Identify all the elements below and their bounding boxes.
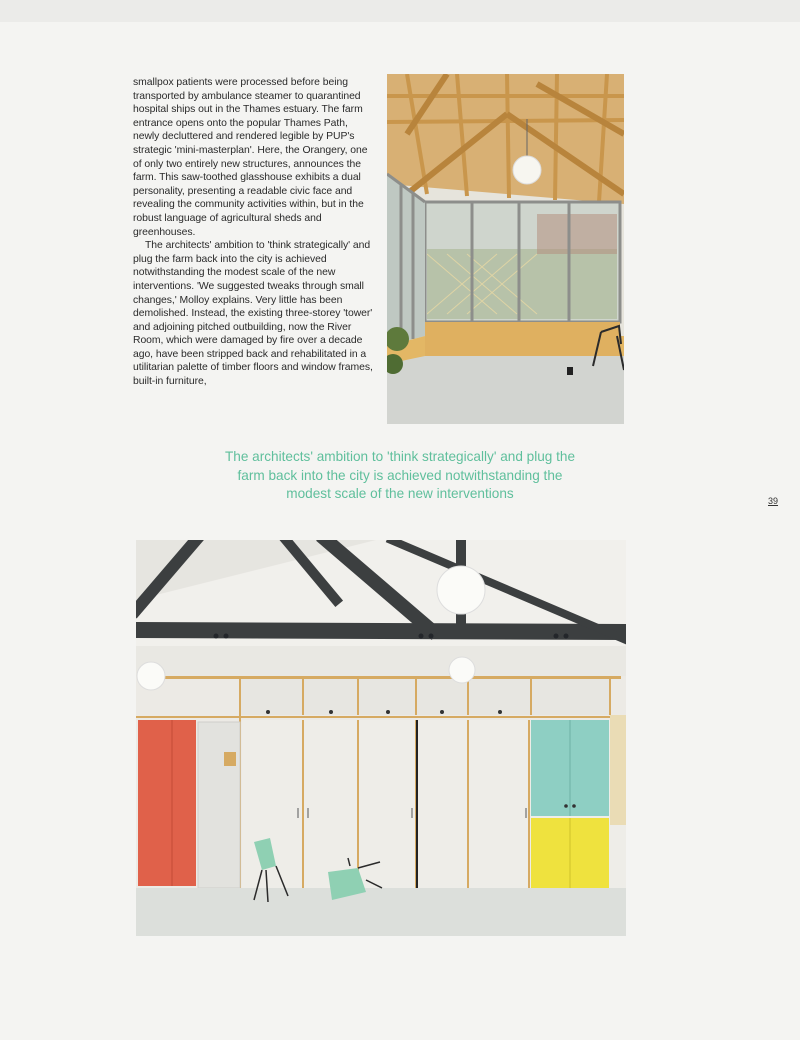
body-paragraph-1: smallpox patients were processed before being transported by ambulance steamer to quarantined hospital ships out in the Thames estuary. The farm entrance opens onto the popular Thames Path, newly decluttered and rendered legible by PUP's strategic 'mini-masterplan'. Here, the Orangery, one of only two entirely new structures, announces the farm. This saw-toothed glasshouse exhibits a dual personality, presenting a readable civic face and revealing the community activities within, but in the robust language of agricultural sheds and greenhouses.: [133, 77, 368, 238]
article-body: [133, 76, 373, 389]
river-room-interior-photo: [136, 540, 626, 936]
body-paragraph-2: The architects' ambition to 'think strategically' and plug the farm back into the city is achieved notwithstanding the modest scale of the new interventions. 'We suggested tweaks through small changes,' Molloy explains. Very little has been demolished. Instead, the existing three-storey 'tower' and adjoining pitched outbuilding, now the River Room, which were damaged by fire over a decade ago, have been stripped back and rehabilitated in a utilitarian palette of timber floors and window frames, built-in furniture,: [133, 240, 373, 388]
page-number: 39: [768, 496, 779, 506]
orangery-interior-photo: [387, 74, 624, 424]
pull-quote: The architects' ambition to 'think strategically' and plug the farm back into the city is achieved notwithstanding the modest scale of the new interventions: [224, 449, 576, 502]
